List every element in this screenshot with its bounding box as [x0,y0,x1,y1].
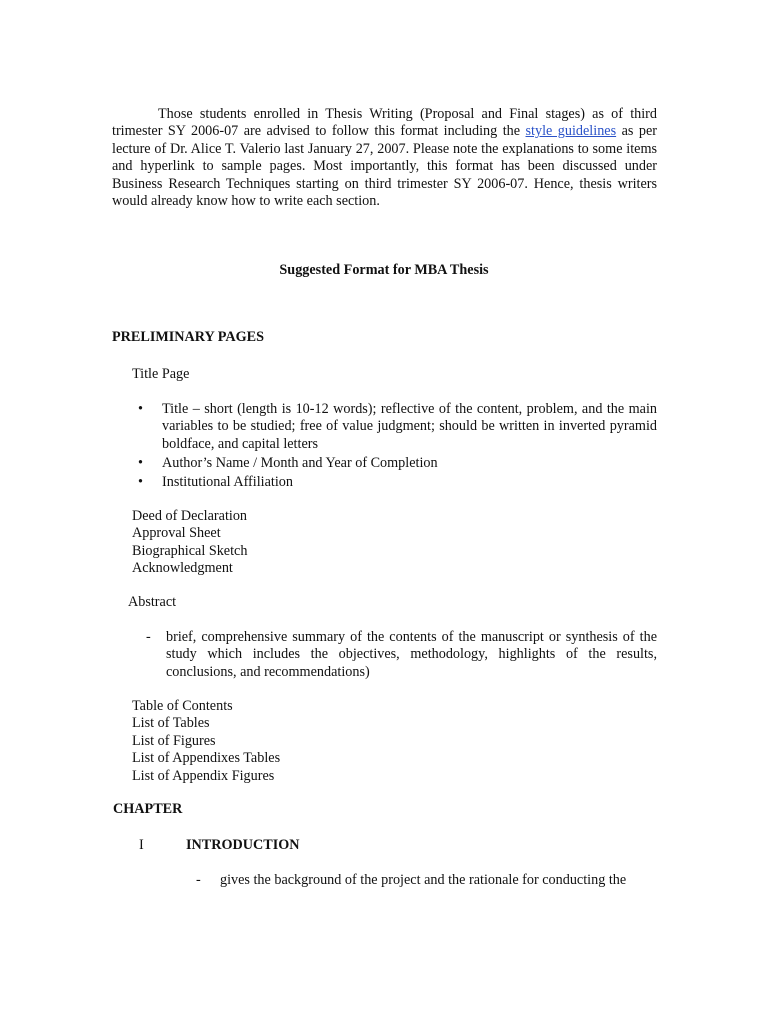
list-item: • Title – short (length is 10-12 words); reflective of the content, problem, and the main variables to be studied; free of value judgment; should be written in inverted pyramid boldface, and capital letters [138,401,657,452]
title-page-label: Title Page [132,366,190,382]
chapter-number: I [139,837,144,853]
abstract-text: brief, comprehensive summary of the contents of the manuscript or synthesis of the study which includes the objectives, methodology, highlights of the results, conclusions, and recommendations) [166,629,657,680]
list-item: List of Appendixes Tables [132,750,281,767]
list-item: Approval Sheet [132,525,221,542]
intro-paragraph [112,106,657,210]
dash-marker: - [146,629,151,645]
list-item: List of Tables [132,715,210,732]
list-item: • Author’s Name / Month and Year of Completion [138,454,438,471]
preliminary-pages-heading: PRELIMINARY PAGES [112,329,265,345]
list-item: List of Appendix Figures [132,767,275,784]
bullet-icon: • [138,473,143,490]
preliminary-pages-list-2 [132,698,280,785]
list-item: List of Figures [132,732,216,749]
preliminary-pages-list-1 [132,508,247,578]
intro-text-1: Those students enrolled in Thesis Writing (Proposal and Final stages) as of third trimester SY 2006-07 are advised to follow this format including the [112,106,657,140]
list-item: Acknowledgment [132,560,233,577]
style-guidelines-link[interactable]: style guidelines [525,123,617,140]
abstract-label: Abstract [128,594,177,610]
abstract-description [146,629,657,681]
chapter-heading: CHAPTER [113,801,183,817]
intro-text-2: as per lecture of Dr. Alice T. Valerio last January 27, 2007. Please note the explanations to some items and hyperlink to sample pages. Most importantly, this format has been discussed under Business Research Techniques starting on third trimester SY 2006-07. Hence, thesis writers would already know how to write each section. [112,123,657,210]
bullet-icon: • [138,454,143,471]
chapter-title: INTRODUCTION [186,837,300,853]
list-item: • Institutional Affiliation [138,473,293,490]
bullet-icon: • [138,401,143,417]
chapter-item-text: gives the background of the project and the rationale for conducting the [220,872,627,888]
title-page-items [132,401,657,493]
list-item: Table of Contents [132,698,233,714]
list-item: Biographical Sketch [132,542,248,559]
list-item: Deed of Declaration [132,508,248,524]
document-title: Suggested Format for MBA Thesis [279,262,489,278]
dash-marker: - [196,872,201,888]
